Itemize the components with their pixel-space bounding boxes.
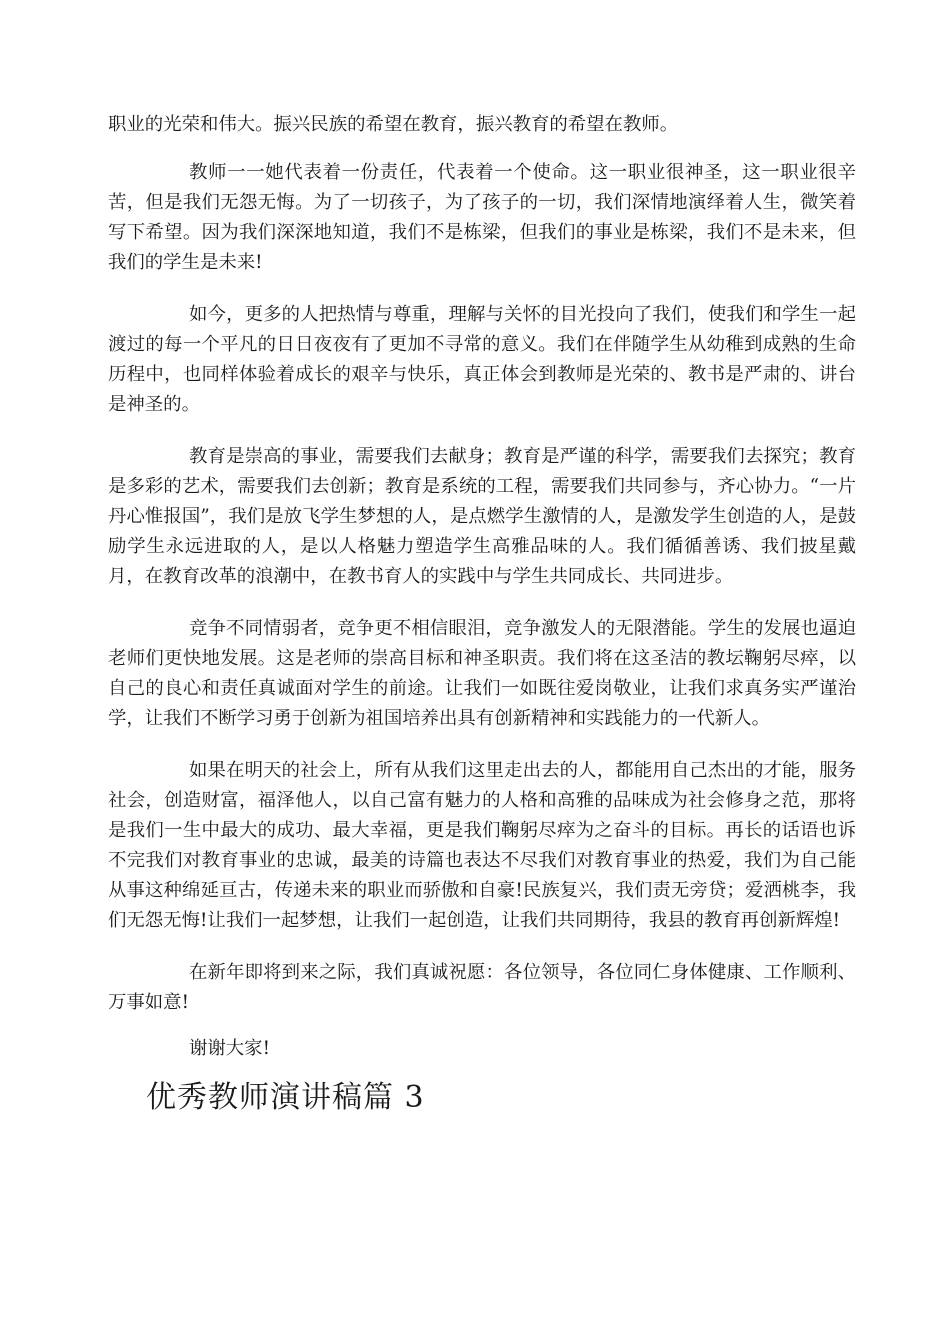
paragraph-2: 教师一一她代表着一份责任，代表着一个使命。这一职业很神圣，这一职业很辛苦，但是我们无怨无悔。为了一切孩子，为了孩子的一切，我们深情地演绎着人生，微笑着写下希望。因为我们深深地知道，我们不是栋梁，但我们的事业是栋梁，我们不是未来，但我们的学生是未来!	[108, 162, 856, 273]
paragraph-1: 职业的光荣和伟大。振兴民族的希望在教育，振兴教育的希望在教师。	[108, 114, 679, 135]
paragraph-4: 教育是崇高的事业，需要我们去献身；教育是严谨的科学，需要我们去探究；教育是多彩的艺术，需要我们去创新；教育是系统的工程，需要我们共同参与，齐心协力。“一片丹心惟报国”，我们是放飞学生梦想的人，是点燃学生激情的人，是激发学生创造的人，是鼓励学生永远进取的人，是以人格魅力塑造学生高雅品味的人。我们循循善诱、我们披星戴月，在教育改革的浪潮中，在教书育人的实践中与学生共同成长、共同进步。	[108, 446, 856, 587]
paragraph-6: 如果在明天的社会上，所有从我们这里走出去的人，都能用自己杰出的才能，服务社会，创造财富，福泽他人，以自己富有魅力的人格和高雅的品味成为社会修身之范，那将是我们一生中最大的成功、最大幸福，更是我们鞠躬尽瘁为之奋斗的目标。再长的话语也诉不完我们对教育事业的忠诚，最美的诗篇也表达不尽我们对教育事业的热爱，我们为自己能从事这种绵延亘古，传递未来的职业而骄傲和自豪!民族复兴，我们责无旁贷；爱洒桃李，我们无怨无悔!让我们一起梦想，让我们一起创造，让我们共同期待，我县的教育再创新辉煌!	[108, 760, 856, 931]
paragraph-thanks: 谢谢大家!	[189, 1038, 270, 1059]
paragraph-7: 在新年即将到来之际，我们真诚祝愿：各位领导，各位同仁身体健康、工作顺利、万事如意!	[108, 962, 856, 1013]
paragraph-3: 如今，更多的人把热情与尊重，理解与关怀的目光投向了我们，使我们和学生一起渡过的每一个平凡的日日夜夜有了更加不寻常的意义。我们在伴随学生从幼稚到成熟的生命历程中，也同样体验着成长的艰辛与快乐，真正体会到教师是光荣的、教书是严肃的、讲台是神圣的。	[108, 304, 856, 415]
paragraph-5: 竞争不同情弱者，竞争更不相信眼泪，竞争激发人的无限潜能。学生的发展也逼迫老师们更快地发展。这是老师的崇高目标和神圣职责。我们将在这圣洁的教坛鞠躬尽瘁，以自己的良心和责任真诚面对学生的前途。让我们一如既往爱岗敬业，让我们求真务实严谨治学，让我们不断学习勇于创新为祖国培养出具有创新精神和实践能力的一代新人。	[108, 618, 856, 729]
section-heading: 优秀教师演讲稿篇 3	[146, 1080, 425, 1115]
document-page	[108, 110, 856, 1118]
